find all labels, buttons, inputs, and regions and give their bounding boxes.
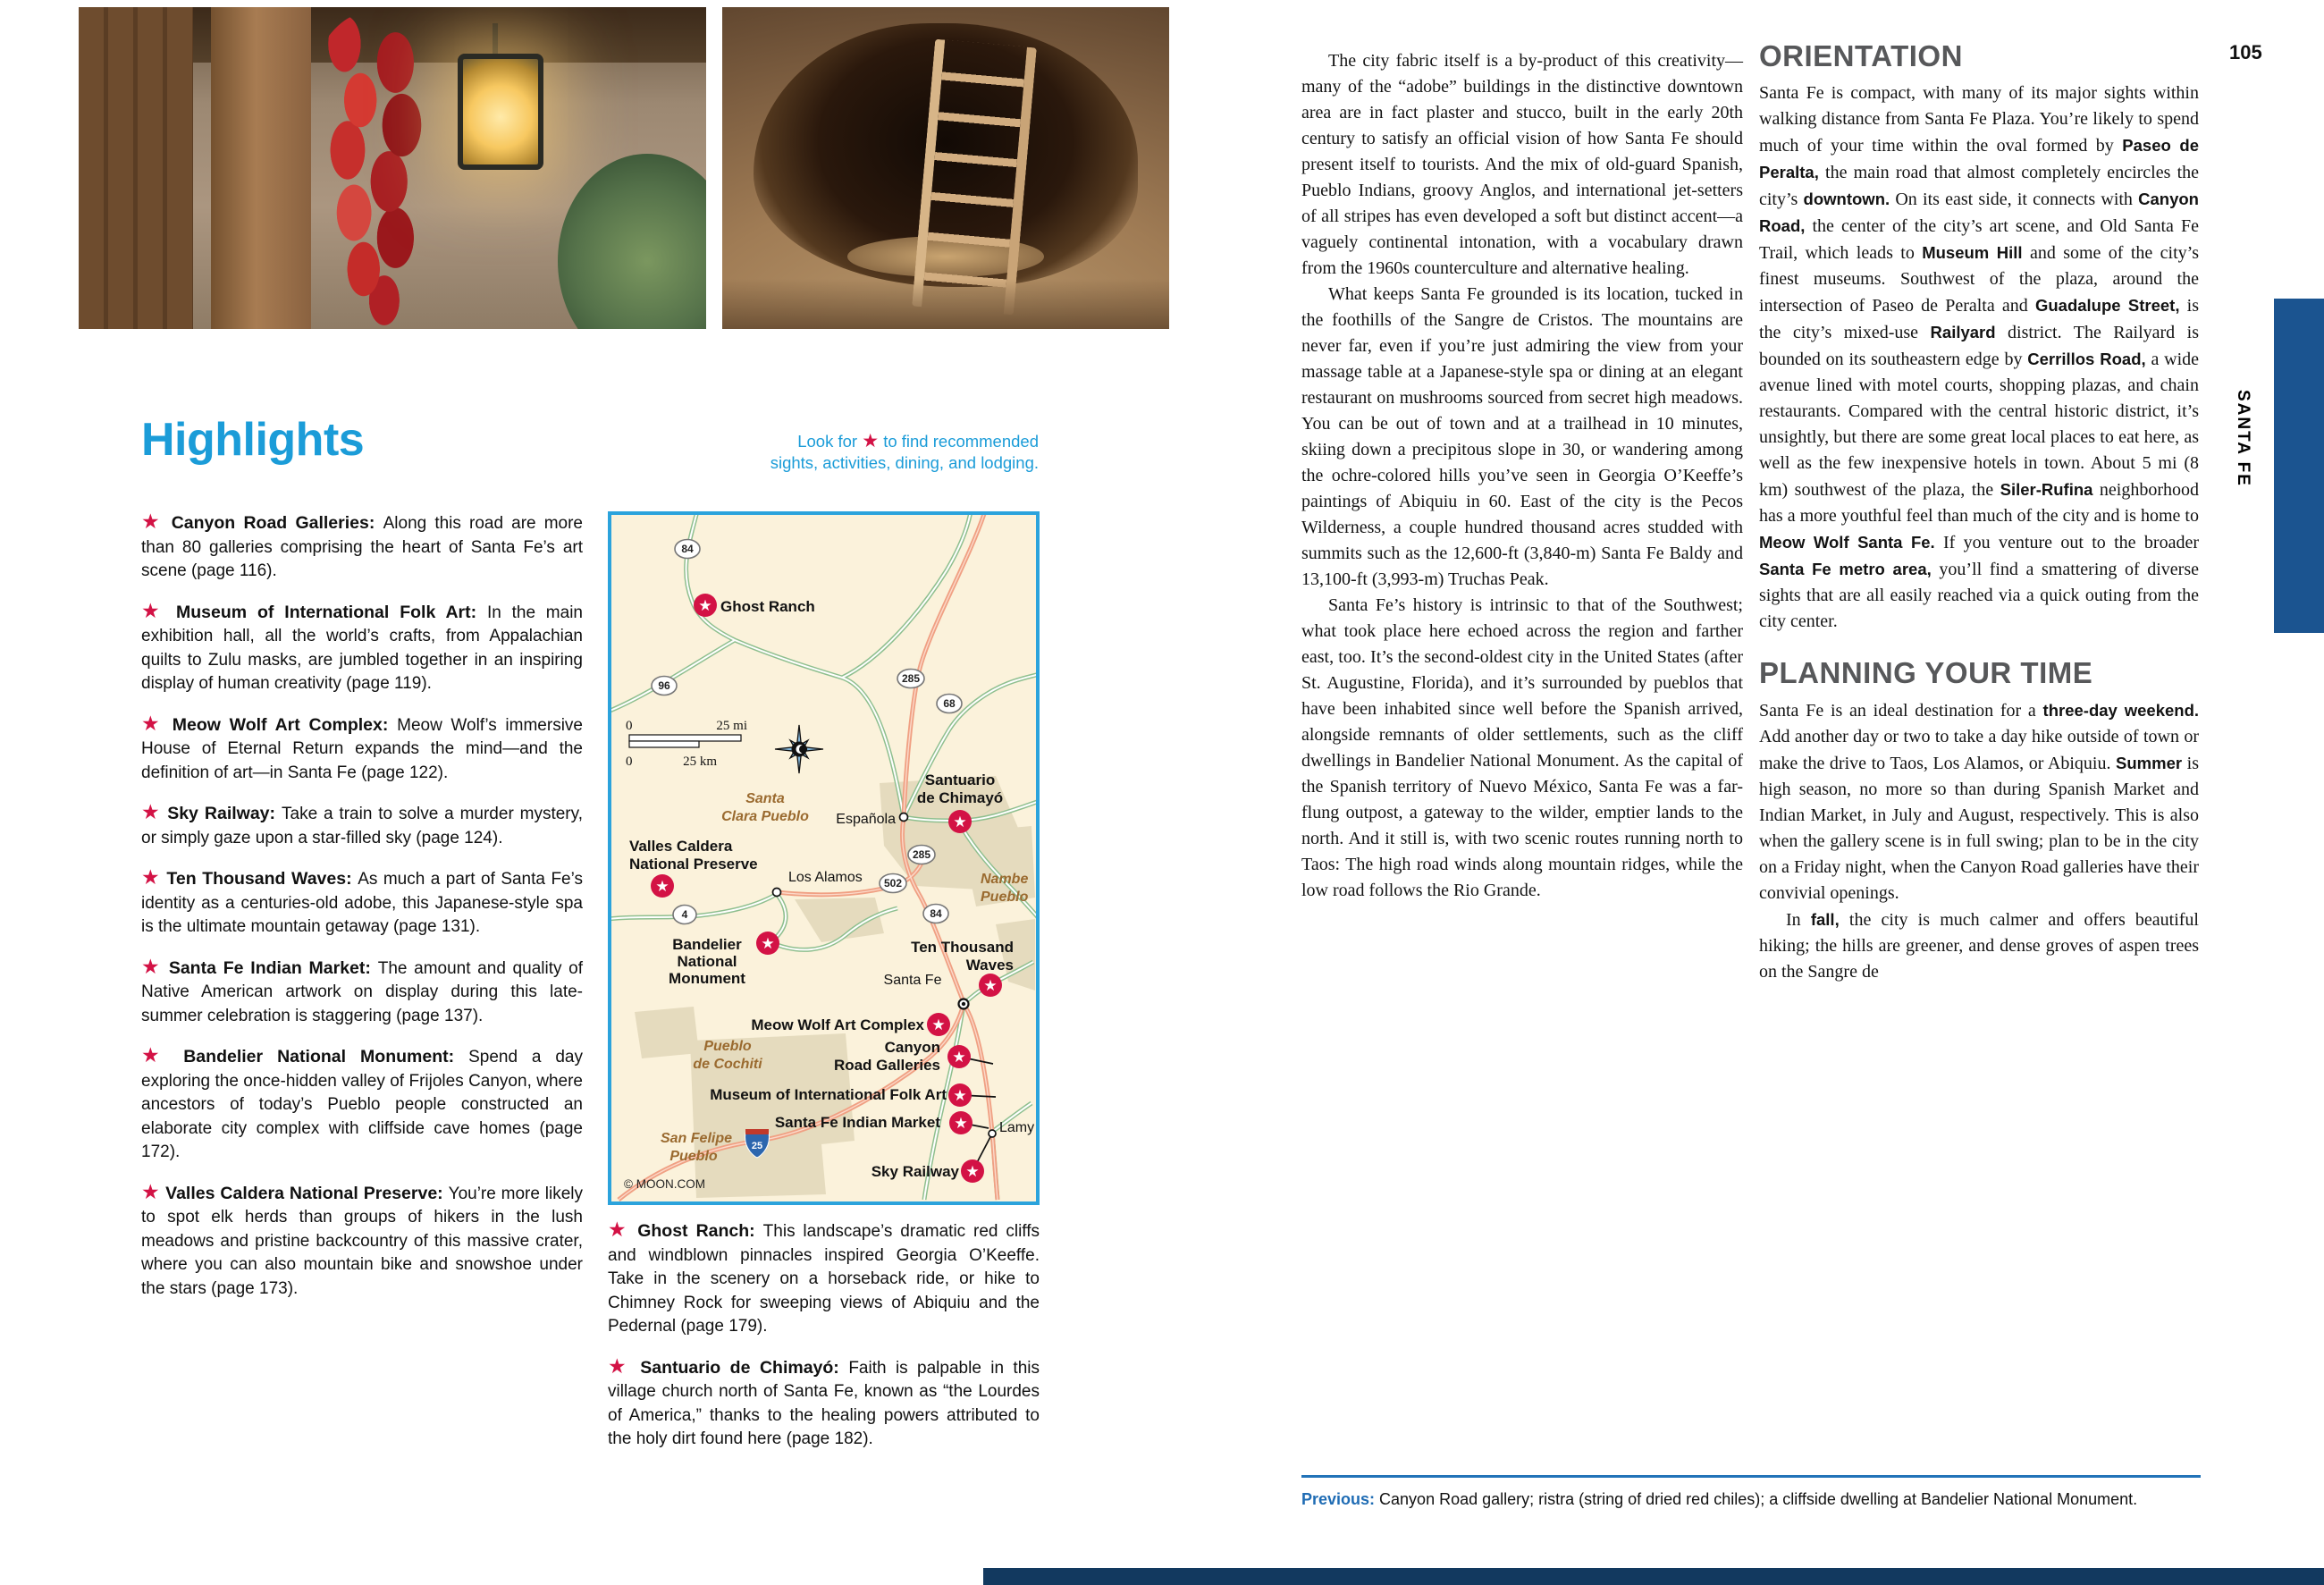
highlight-name: Sky Railway: — [161, 804, 282, 823]
highlight-name: Santuario de Chimayó: — [630, 1357, 849, 1378]
star-icon: ★ — [608, 1353, 631, 1378]
highlight-name: Santa Fe Indian Market: — [162, 957, 378, 978]
star-icon: ★ — [141, 800, 162, 823]
star-icon: ★ — [862, 431, 880, 451]
route-shield-84: 84 — [681, 543, 694, 555]
caption-text: Canyon Road gallery; ristra (string of dried red chiles); a cliffside dwelling at Bandelier National Monument. — [1375, 1490, 2138, 1508]
map-label-bandelier-3: Monument — [669, 970, 745, 987]
star-icon: ★ — [141, 510, 164, 533]
map-canvas — [611, 515, 1036, 1201]
map-label-nambe-1: Nambe — [981, 872, 1029, 887]
note-suffix: to find recommended — [883, 432, 1039, 451]
highlight-description: Along this road are more than 80 galleries comprising the heart of Santa Fe’s art scene (page 116). — [141, 514, 583, 580]
map-label-nambe-2: Pueblo — [981, 889, 1029, 905]
body-paragraph: The city fabric itself is a by-product of this creativity—many of the “adobe” buildings in the distinctive downtown area are in fact plaster and stucco, built in the early 20th century to satisfy an official vision of how Santa Fe should present itself to tourists. And the mix of old-guard Spanish, Pueblo Indians, groovy Anglos, and international jet-setters of all stripes has even developed a soft but distinct accent—a vaguely continental intonation, with a vocabulary drawn from the 1960s counterculture and alternative healing. — [1301, 51, 1743, 278]
highlight-description: Spend a day exploring the once-hidden valley of Frijoles Canyon, where ancestors of today’s Pueblo people constructed an elaborate city complex with cliffside cave homes (page 172). — [141, 1048, 583, 1161]
highlight-name: Bandelier National Monument: — [169, 1047, 469, 1067]
map-label-san-felipe-1: San Felipe — [660, 1131, 733, 1146]
map-label-santa-clara-1: Santa — [745, 791, 785, 806]
map-label-santa-fe: Santa Fe — [883, 973, 942, 988]
scale-zero-top: 0 — [626, 719, 633, 733]
body-paragraph: Santa Fe is compact, with many of its major sights within walking distance from Santa Fe Plaza. You’re likely to spend much of your time within the oval formed by Paseo de Peralta, the main road that almost completely encircles the city’s downtown. On its east side, it connects with Canyon Road, the center of the city’s art scene, and Old Santa Fe Trail, which leads to Museum Hill and some of the city’s finest museums. Southwest of the plaza, around the intersection of Paseo de Peralta and Guadalupe Street, is the city’s mixed-use Railyard district. The Railyard is bounded on its southeastern edge by Cerrillos Road, a wide avenue lined with motel courts, shopping plazas, and chain restaurants. Compared with the central historic district, it’s unsightly, but there are some great local places to eat here, as well as the few inexpensive hotels in town. About 5 mi (8 km) southwest of the plaza, the Siler-Rufina neighborhood has a more youthful feel than much of the city and is home to Meow Wolf Santa Fe. If you venture out to the broader Santa Fe metro area, you’ll find a smattering of diverse sights that are all easily reached via a quick outing from the city center. — [1759, 83, 2199, 631]
highlight-entry — [141, 954, 583, 1029]
highlight-name: Meow Wolf Art Complex: — [163, 714, 398, 735]
body-paragraph: In fall, the city is much calmer and offers beautiful hiking; the hills are greener, and dense groves of aspen trees on the Sangre de — [1759, 910, 2199, 982]
star-icon: ★ — [141, 865, 161, 889]
map-label-folk-art: Museum of International Folk Art — [710, 1086, 947, 1103]
star-icon: ★ — [141, 1043, 170, 1067]
highlight-entry — [141, 867, 583, 940]
map-scale-bar — [626, 719, 747, 769]
orientation-heading: ORIENTATION — [1759, 39, 1963, 72]
highlights-title: Highlights — [141, 414, 365, 466]
highlight-description: Faith is palpable in this village church north of Santa Fe, known as “the Lourdes of America,” thanks to the healing powers attributed to the holy dirt found here (page 182). — [608, 1358, 1040, 1448]
map-label-los-alamos: Los Alamos — [788, 870, 863, 885]
map-label-valles-2: National Preserve — [629, 856, 758, 873]
map-label-san-felipe-2: Pueblo — [669, 1149, 718, 1164]
highlight-entry — [141, 511, 583, 584]
route-shield-285b: 285 — [912, 848, 931, 861]
star-icon: ★ — [953, 1087, 967, 1104]
highlight-name: Canyon Road Galleries: — [163, 513, 383, 533]
star-icon: ★ — [655, 878, 669, 895]
chapter-tab-marker — [2274, 299, 2324, 633]
scale-25km: 25 km — [683, 755, 717, 769]
highlight-entry — [141, 598, 583, 696]
route-shield-84b: 84 — [930, 907, 942, 920]
page-number: 105 — [2229, 41, 2262, 63]
route-shield-96: 96 — [658, 679, 670, 692]
map-label-lamy: Lamy — [999, 1120, 1035, 1135]
compass-rose-icon — [775, 725, 823, 773]
map-label-valles-1: Valles Caldera — [629, 838, 733, 855]
scale-zero-bottom: 0 — [626, 755, 633, 769]
wood-door-art — [79, 7, 193, 329]
route-shield-25: 25 — [751, 1141, 763, 1151]
highlights-list-bottom — [608, 1219, 1040, 1469]
highlight-name: Ghost Ranch: — [629, 1221, 763, 1241]
map-label-ten-thousand-1: Ten Thousand — [911, 939, 1014, 956]
star-icon: ★ — [608, 1218, 630, 1241]
highlight-description: Meow Wolf’s immersive House of Eternal Return expands the mind—and the definition of art—in Santa Fe (page 122). — [141, 715, 583, 782]
star-icon: ★ — [953, 814, 967, 830]
map-label-santuario-1: Santuario — [924, 771, 996, 788]
star-icon: ★ — [141, 954, 163, 978]
map-copyright: © MOON.COM — [624, 1177, 705, 1191]
star-icon: ★ — [698, 597, 712, 614]
route-shield-502: 502 — [883, 877, 903, 889]
photo-ristra-lantern — [79, 7, 706, 329]
map-label-ten-thousand-2: Waves — [965, 957, 1014, 974]
juniper-bush-art — [558, 154, 706, 329]
map-label-canyon-2: Road Galleries — [833, 1057, 940, 1074]
map-label-espanola: Española — [836, 812, 896, 827]
highlight-entry — [141, 802, 583, 850]
highlight-description: The amount and quality of Native American artwork on display during this late-summer celebration is staggering (page 137). — [141, 958, 583, 1025]
highlight-entry — [608, 1219, 1040, 1339]
region-map — [608, 511, 1040, 1205]
highlight-description: Take a train to solve a murder mystery, or simply gaze upon a star-filled sky (page 124). — [141, 805, 583, 847]
highlight-name: Valles Caldera National Preserve: — [160, 1183, 449, 1203]
star-icon: ★ — [954, 1115, 968, 1132]
scale-25mi: 25 mi — [716, 719, 747, 733]
highlight-entry — [141, 713, 583, 786]
star-icon: ★ — [965, 1163, 980, 1180]
photo-caption — [1301, 1475, 2201, 1510]
map-label-santa-clara-2: Clara Pueblo — [721, 809, 809, 824]
photo-cliff-dwelling-ladder — [722, 7, 1169, 329]
map-label-indian-market: Santa Fe Indian Market — [774, 1114, 940, 1131]
highlights-note — [608, 431, 1039, 474]
body-column-1 — [1301, 48, 1743, 904]
highlight-description: This landscape’s dramatic red cliffs and windblown pinnacles inspired Georgia O’Keeffe. Take in the scenery on a horseback ride, or hike to Chimney Rock for sweeping views of Abiquiu and the Pedernal (page 179). — [608, 1222, 1040, 1336]
route-shield-68: 68 — [943, 697, 956, 710]
map-label-canyon-1: Canyon — [884, 1039, 940, 1056]
star-icon: ★ — [141, 711, 164, 735]
route-shield-285: 285 — [901, 672, 921, 685]
note-line2: sights, activities, dining, and lodging. — [770, 453, 1039, 472]
map-label-sky-railway: Sky Railway — [871, 1163, 959, 1180]
map-label-meow-wolf: Meow Wolf Art Complex — [751, 1016, 924, 1033]
star-icon: ★ — [983, 977, 998, 994]
highlight-description: In the main exhibition hall, all the world’s crafts, from Appalachian quilts to Zulu masks, are jumbled together in an inspiring display of human creativity (page 119). — [141, 603, 583, 693]
body-paragraph: Santa Fe is an ideal destination for a three-day weekend. Add another day or two to take a day hike outside of town or make the drive to Taos, Los Alamos, or Abiquiu. Summer is high season, no more so than during Spanish Market and Indian Market, in July and August, respectively. This is also when the gallery scene is in full swing; plan to be in the city on a Friday night, when the Canyon Road galleries have their convivial openings. — [1759, 701, 2200, 903]
highlight-entry — [608, 1353, 1040, 1452]
route-shield-4: 4 — [681, 908, 688, 921]
star-icon: ★ — [952, 1049, 966, 1066]
chile-ristra-art — [297, 13, 456, 325]
highlight-description: You’re more likely to spot elk herds than groups of hikers in the lush meadows and pristine backcountry of this massive crater, where you can also mountain bike and snowshoe under the stars (page 173). — [141, 1184, 583, 1298]
star-icon: ★ — [141, 1179, 161, 1203]
highlight-entry — [141, 1179, 583, 1302]
body-column-2 — [1759, 39, 2199, 985]
map-label-cochiti-2: de Cochiti — [693, 1057, 762, 1072]
star-icon: ★ — [141, 598, 166, 622]
map-label-santuario-2: de Chimayó — [916, 789, 1004, 806]
star-icon: ★ — [761, 935, 775, 952]
body-paragraph: What keeps Santa Fe grounded is its location, tucked in the foothills of the Sangre de Cristos. The mountains are never far, even if you’re just admiring the view from your massage table at a Japanese-style spa or dining at an elegant restaurant on mushrooms sourced from secret high meadows. You can be out of town and at a trailhead in 10 minutes, skiing down a precipitous slope in 30, or wandering among the ochre-colored hills you’ve seen in Georgia O’Keeffe’s paintings of Abiquiu in 60. East of the city is the Pecos Wilderness, a couple hundred thousand acres studded with summits such as the 12,600-ft (3,840-m) Santa Fe Baldy and 13,100-ft (3,993-m) Truchas Peak. — [1301, 284, 1743, 589]
highlight-entry — [141, 1045, 583, 1165]
highlight-name: Museum of International Folk Art: — [165, 602, 488, 622]
map-label-cochiti-1: Pueblo — [703, 1039, 752, 1054]
lantern-rod-art — [493, 23, 498, 55]
map-label-bandelier-1: Bandelier — [672, 936, 742, 953]
highlight-name: Ten Thousand Waves: — [160, 869, 358, 889]
body-paragraph: Santa Fe’s history is intrinsic to that of the Southwest; what took place here echoed across the region and farther east, too. It’s the second-oldest city in the United States (after St. Augustine, Florida), and it’s surrounded by pueblos that have been inhabited since well before the Spanish arrived, alongside remnants of older settlements, such as the cliff dwellings in Bandelier National Monument. As the capital of the Spanish territory of Nuevo México, Santa Fe was a far-flung outpost, a gateway to the wilder, emptier lands to the north. And it still is, with two scenic routes running north to Taos: The high road winds along mountain ridges, while the low road follows the Rio Grande. — [1301, 595, 1743, 900]
map-label-bandelier-2: National — [677, 953, 737, 970]
planning-your-time-heading: PLANNING YOUR TIME — [1759, 656, 2093, 689]
chapter-tab-label: SANTA FE — [2234, 390, 2252, 487]
page-edge-bar — [983, 1568, 2324, 1585]
rock-ledge-art — [722, 279, 1169, 329]
highlights-list-left — [141, 511, 583, 1318]
caption-label: Previous: — [1301, 1490, 1376, 1508]
highlight-description: As much a part of Santa Fe’s identity as a centuries-old adobe, this Japanese-style spa is the ultimate mountain getaway (page 131). — [141, 870, 583, 936]
note-prefix: Look for — [797, 432, 858, 451]
lantern-art — [458, 54, 543, 170]
star-icon: ★ — [931, 1016, 946, 1033]
map-label-ghost-ranch: Ghost Ranch — [720, 598, 815, 615]
